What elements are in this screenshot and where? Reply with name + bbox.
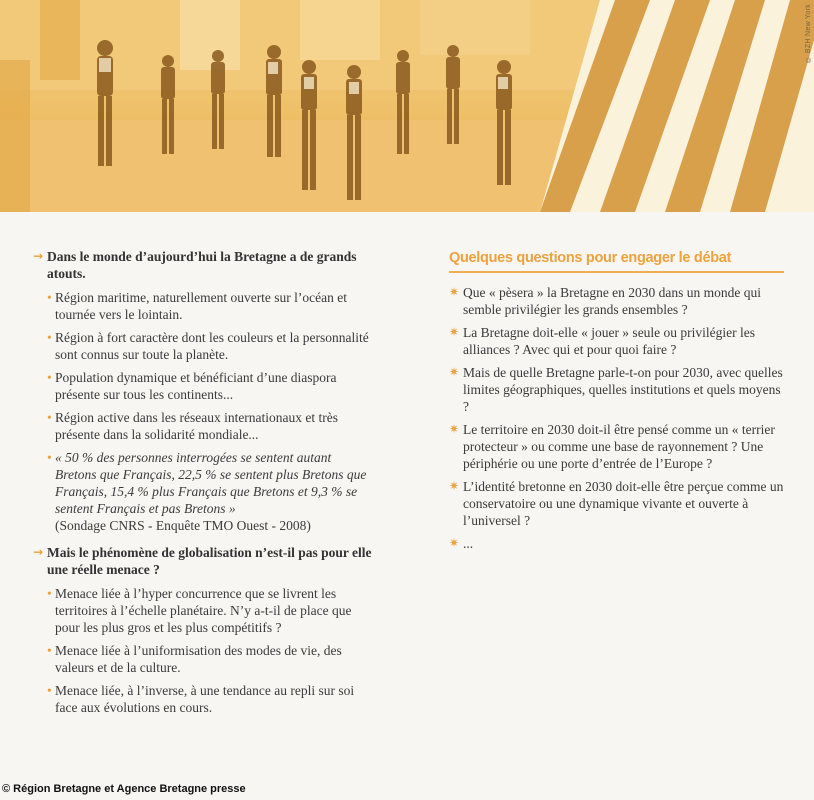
atouts-list bbox=[33, 289, 373, 534]
header-photo bbox=[0, 0, 814, 212]
list-item bbox=[33, 585, 373, 636]
arrow-icon: → bbox=[33, 545, 44, 559]
right-column bbox=[449, 248, 789, 558]
star-icon: ✷ bbox=[449, 285, 460, 299]
question-item bbox=[449, 324, 789, 358]
bullet-icon: • bbox=[47, 586, 52, 601]
list-item bbox=[33, 289, 373, 323]
question-text: Le territoire en 2030 doit-il être pensé comme un « terrier protecteur » ou comme une base de rayonnement ? Une périphérie ou une porte d’entrée de l’Europe ? bbox=[463, 422, 775, 471]
question-item bbox=[449, 478, 789, 529]
arrow-icon: → bbox=[33, 249, 44, 263]
parade-illustration bbox=[0, 0, 814, 212]
questions-list bbox=[449, 284, 789, 552]
bullet-icon: • bbox=[47, 450, 52, 465]
star-icon: ✷ bbox=[449, 325, 460, 339]
star-icon: ✷ bbox=[449, 479, 460, 493]
left-column bbox=[33, 248, 373, 722]
bullet-icon: • bbox=[47, 330, 52, 345]
list-item bbox=[33, 369, 373, 403]
question-item bbox=[449, 284, 789, 318]
list-item bbox=[33, 682, 373, 716]
star-icon: ✷ bbox=[449, 536, 460, 550]
list-item-quote bbox=[33, 449, 373, 534]
item-text: Menace liée à l’uniformisation des modes de vie, des valeurs et de la culture. bbox=[55, 643, 342, 675]
list-item bbox=[33, 329, 373, 363]
question-text: L’identité bretonne en 2030 doit-elle être perçue comme un conservatoire ou une dynamique vivante et ouverte à l’universel ? bbox=[463, 479, 784, 528]
bullet-icon: • bbox=[47, 290, 52, 305]
question-item bbox=[449, 364, 789, 415]
item-text: Région maritime, naturellement ouverte sur l’océan et tournée vers le lointain. bbox=[55, 290, 348, 322]
question-text: La Bretagne doit-elle « jouer » seule ou privilégier les alliances ? Avec qui et pour quoi faire ? bbox=[463, 325, 756, 357]
photo-credit: © BZH New York bbox=[805, 4, 812, 63]
item-text: Menace liée à l’hyper concurrence que se livrent les territoires à l’échelle planétaire. N’y a-t-il de place que pour les plus gros et les plus compétitifs ? bbox=[55, 586, 352, 635]
debate-title: Quelques questions pour engager le débat bbox=[449, 250, 732, 266]
item-text: Région à fort caractère dont les couleurs et la personnalité sont connus sur toute la planète. bbox=[55, 330, 369, 362]
bullet-icon: • bbox=[47, 683, 52, 698]
bullet-icon: • bbox=[47, 643, 52, 658]
section-lead-atouts bbox=[33, 248, 373, 282]
list-item bbox=[33, 409, 373, 443]
survey-quote: « 50 % des personnes interrogées se sentent autant Bretons que Français, 22,5 % se sentent plus Bretons que Français, 15,4 % plus Français que Bretons et 9,3 % se sentent Français et pas Bretons » bbox=[55, 450, 367, 516]
bullet-icon: • bbox=[47, 370, 52, 385]
question-text: Mais de quelle Bretagne parle-t-on pour 2030, avec quelles limites géographiques, quelles institutions et quels moyens ? bbox=[463, 365, 783, 414]
question-item bbox=[449, 535, 789, 552]
bullet-icon: • bbox=[47, 410, 52, 425]
lead-text: Dans le monde d’aujourd’hui la Bretagne a de grands atouts. bbox=[47, 249, 357, 281]
question-text: ... bbox=[463, 536, 474, 551]
item-text: Population dynamique et bénéficiant d’une diaspora présente sur tous les continents... bbox=[55, 370, 337, 402]
star-icon: ✷ bbox=[449, 365, 460, 379]
footer-credit: © Région Bretagne et Agence Bretagne presse bbox=[2, 783, 246, 795]
quote-source: (Sondage CNRS - Enquête TMO Ouest - 2008) bbox=[55, 518, 311, 533]
title-divider bbox=[449, 271, 784, 273]
question-text: Que « pèsera » la Bretagne en 2030 dans un monde qui semble privilégier les grands ensembles ? bbox=[463, 285, 762, 317]
lead-text: Mais le phénomène de globalisation n’est-il pas pour elle une réelle menace ? bbox=[47, 545, 372, 577]
item-text: Menace liée, à l’inverse, à une tendance au repli sur soi face aux évolutions en cours. bbox=[55, 683, 355, 715]
menaces-list bbox=[33, 585, 373, 716]
section-lead-menace bbox=[33, 544, 373, 578]
question-item bbox=[449, 421, 789, 472]
item-text: Région active dans les réseaux internationaux et très présente dans la solidarité mondiale... bbox=[55, 410, 339, 442]
star-icon: ✷ bbox=[449, 422, 460, 436]
list-item bbox=[33, 642, 373, 676]
